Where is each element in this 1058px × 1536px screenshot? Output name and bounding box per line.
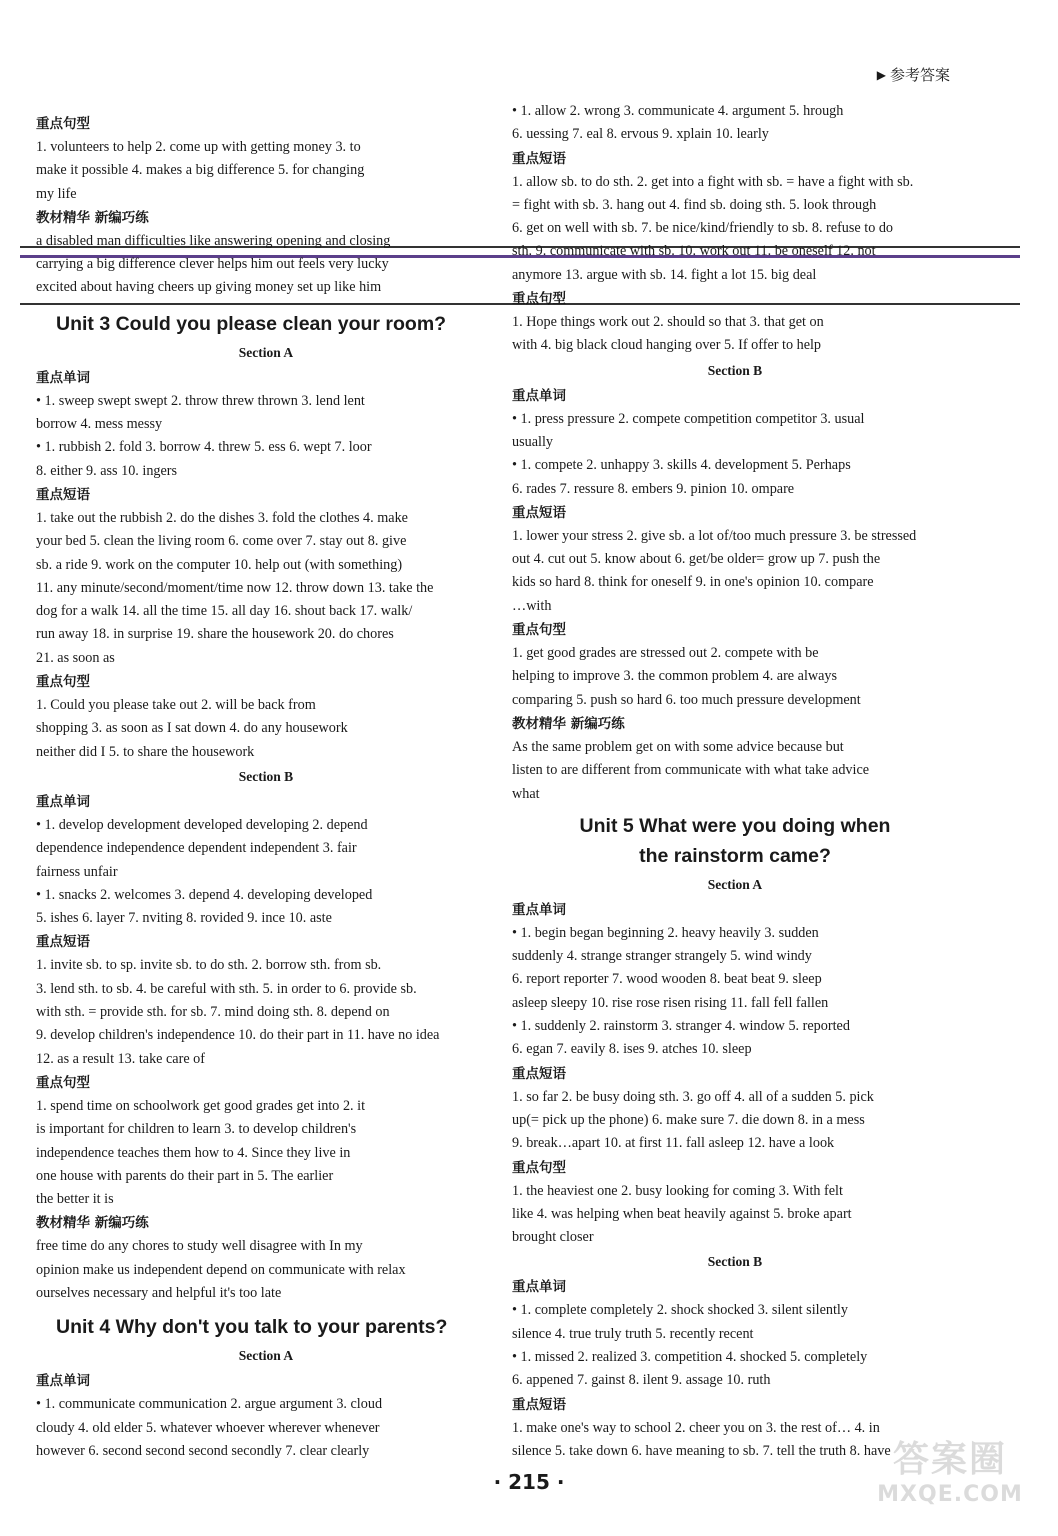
heading-key-phrases: 重点短语 [512,504,566,521]
text-line: 1. make one's way to school 2. cheer you on 3. the rest of… 4. in [512,1419,880,1436]
text-line: sth. 9. communicate with sb. 10. work out 11. be oneself 12. not [512,243,876,260]
text-line: 9. develop children's independence 10. do their part in 11. have no idea [36,1027,440,1044]
text-line: • 1. sweep swept swept 2. throw threw thrown 3. lend lent [36,392,365,409]
heading-key-sentences: 重点句型 [512,1159,566,1176]
text-line: run away 18. in surprise 19. share the housework 20. do chores [36,626,394,643]
section-a-label: Section A [238,1348,294,1364]
text-line: make it possible 4. makes a big difference 5. for changing [36,162,365,179]
text-line: 1. volunteers to help 2. come up with getting money 3. to [36,139,361,155]
text-line: 1. Hope things work out 2. should so that 3. that get on [512,314,824,331]
page-number: · 215 · [493,1470,565,1494]
heading-textbook-exercise: 教材精华 新编巧练 [36,1215,149,1232]
text-line: • 1. develop development developed developing 2. depend [36,816,368,833]
text-line: • 1. snacks 2. welcomes 3. depend 4. developing developed [36,886,373,903]
text-line: 1. invite sb. to sp. invite sb. to do sth. 2. borrow sth. from sb. [36,957,382,974]
text-line: 1. the heaviest one 2. busy looking for coming 3. With felt [512,1182,843,1199]
text-line: dog for a walk 14. all the time 15. all day 16. shout back 17. walk/ [36,603,413,620]
text-line: • 1. compete 2. unhappy 3. skills 4. development 5. Perhaps [512,457,851,474]
right-column [512,100,958,1463]
text-line: one house with parents do their part in 5. The earlier [36,1167,334,1184]
text-line: 12. as a result 13. take care of [36,1050,205,1067]
text-line: 1. take out the rubbish 2. do the dishes 3. fold the clothes 4. make [36,509,408,526]
text-line: however 6. second second second secondly 7. clear clearly [36,1442,370,1459]
section-b-label: Section B [707,1254,763,1270]
text-line: silence 5. take down 6. have meaning to sb. 7. tell the truth 8. have [512,1442,891,1459]
text-line: • 1. begin began beginning 2. heavy heavily 3. sudden [512,924,819,941]
text-line: • 1. complete completely 2. shock shocked 3. silent silently [512,1302,848,1319]
text-line: • 1. allow 2. wrong 3. communicate 4. argument 5. hrough [512,103,844,119]
section-b-label: Section B [707,362,763,378]
heading-key-words: 重点单词 [36,1373,90,1390]
text-line: fairness unfair [36,863,118,880]
text-line: 6. report reporter 7. wood wooden 8. beat beat 9. sleep [512,971,822,988]
text-line: neither did I 5. to share the housework [36,743,255,760]
play-arrow-icon: ▶ [876,67,886,82]
text-line: silence 4. true truly truth 5. recently recent [512,1325,754,1342]
heading-key-words: 重点单词 [36,369,90,386]
text-line: • 1. rubbish 2. fold 3. borrow 4. threw 5. ess 6. wept 7. loor [36,439,372,456]
text-line: brought closer [512,1229,594,1246]
section-b-label: Section B [238,768,294,784]
text-line: asleep sleepy 10. rise rose risen rising 11. fall fell fallen [512,994,829,1011]
text-line: like 4. was helping when beat heavily against 5. broke apart [512,1205,852,1222]
text-line: ourselves necessary and helpful it's too late [36,1284,282,1301]
text-line: 6. uessing 7. eal 8. ervous 9. xplain 10. learly [512,126,769,143]
text-line: is important for children to learn 3. to develop children's [36,1121,357,1138]
heading-key-phrases: 重点短语 [512,1396,566,1413]
watermark-domain: MXQE.COM [877,1482,1023,1507]
text-line: with 4. big black cloud hanging over 5. If offer to help [512,337,822,354]
text-line: your bed 5. clean the living room 6. come over 7. stay out 8. give [36,533,407,550]
unit-4-title: Unit 4 Why don't you talk to your parents? [56,1316,448,1339]
watermark-logo [870,1438,1030,1518]
heading-key-words: 重点单词 [512,901,566,918]
text-line: anymore 13. argue with sb. 14. fight a lot 15. big deal [512,266,817,283]
text-line: 1. lower your stress 2. give sb. a lot of/too much pressure 3. be stressed [512,527,917,544]
text-line: 9. break…apart 10. at first 11. fall asleep 12. have a look [512,1135,835,1152]
text-line: 11. any minute/second/moment/time now 12. throw down 13. take the [36,579,434,596]
heading-key-words: 重点单词 [512,1279,566,1296]
section-a-label: Section A [238,344,294,360]
text-line: 8. either 9. ass 10. ingers [36,462,178,479]
text-line: 6. egan 7. eavily 8. ises 9. atches 10. sleep [512,1041,752,1058]
text-line: out 4. cut out 5. know about 6. get/be older= grow up 7. push the [512,551,881,568]
heading-key-sentences: 重点句型 [36,116,90,132]
text-line: 6. appened 7. gainst 8. ilent 9. assage 10. ruth [512,1372,771,1389]
text-line: • 1. press pressure 2. compete competition competitor 3. usual [512,410,865,427]
heading-key-sentences: 重点句型 [512,291,566,308]
heading-key-phrases: 重点短语 [36,934,90,951]
heading-key-sentences: 重点句型 [36,1074,90,1091]
text-line: dependence independence dependent independent 3. fair [36,840,357,857]
text-line: my life [36,185,77,202]
unit-3-title: Unit 3 Could you please clean your room? [56,312,447,335]
heading-textbook-exercise: 教材精华 新编巧练 [512,715,625,732]
text-line: • 1. suddenly 2. rainstorm 3. stranger 4. window 5. reported [512,1018,850,1035]
heading-textbook-exercise: 教材精华 新编巧练 [36,209,149,226]
text-line: carrying a big difference clever helps him out feels very lucky [36,256,389,273]
text-line: 1. Could you please take out 2. will be back from [36,697,316,714]
heading-key-sentences: 重点句型 [36,674,90,691]
text-line: 3. lend sth. to sb. 4. be careful with sth. 5. in order to 6. provide sb. [36,980,417,997]
unit-5-title-line-2: the rainstorm came? [639,844,831,867]
heading-key-phrases: 重点短语 [512,1065,566,1082]
watermark-text: 答案圈 [892,1439,1007,1480]
text-line: 1. spend time on schoolwork get good grades get into 2. it [36,1097,366,1114]
text-line: free time do any chores to study well disagree with In my [36,1238,363,1255]
heading-key-words: 重点单词 [36,793,90,810]
text-line: usually [512,433,553,450]
text-line: = fight with sb. 3. hang out 4. find sb. doing sth. 5. look through [512,196,877,213]
text-line: …with [512,597,552,614]
heading-key-words: 重点单词 [512,387,566,404]
text-line: excited about having cheers up giving money set up like him [36,279,382,296]
answer-key-tag [877,64,950,85]
text-line: a disabled man difficulties like answering opening and closing [36,232,391,249]
text-line: 6. get on well with sb. 7. be nice/kind/friendly to sb. 8. refuse to do [512,220,894,237]
text-line: the better it is [36,1191,114,1208]
text-line: comparing 5. push so hard 6. too much pressure development [512,691,861,708]
text-line: suddenly 4. strange stranger strangely 5. wind windy [512,948,812,965]
text-line: with sth. = provide sth. for sb. 7. mind doing sth. 8. depend on [36,1004,390,1021]
text-line: 1. so far 2. be busy doing sth. 3. go off 4. all of a sudden 5. pick [512,1088,874,1105]
left-column [36,112,496,1463]
text-line: opinion make us independent depend on communicate with relax [36,1261,406,1278]
text-line: • 1. missed 2. realized 3. competition 4. shocked 5. completely [512,1348,868,1365]
text-line: 21. as soon as [36,649,115,666]
text-line: sb. a ride 9. work on the computer 10. help out (with something) [36,556,403,573]
text-line: listen to are different from communicate with what take advice [512,762,870,779]
answer-key-label: 参考答案 [889,66,950,84]
text-line: • 1. communicate communication 2. argue argument 3. cloud [36,1396,383,1413]
unit-5-title-line-1: Unit 5 What were you doing when [579,814,891,837]
text-line: 6. rades 7. ressure 8. embers 9. pinion 10. ompare [512,480,795,497]
heading-key-sentences: 重点句型 [512,622,566,639]
section-a-label: Section A [707,876,763,892]
text-line: 5. ishes 6. layer 7. nviting 8. rovided 9. ince 10. aste [36,910,332,927]
text-line: what [512,785,540,802]
heading-key-phrases: 重点短语 [36,486,90,503]
text-line: borrow 4. mess messy [36,416,163,433]
heading-key-phrases: 重点短语 [512,150,566,167]
text-line: As the same problem get on with some advice because but [512,738,844,755]
text-line: helping to improve 3. the common problem 4. are always [512,668,838,685]
text-line: up(= pick up the phone) 6. make sure 7. die down 8. in a mess [512,1111,865,1128]
text-line: kids so hard 8. think for oneself 9. in one's opinion 10. compare [512,574,874,591]
text-line: 1. allow sb. to do sth. 2. get into a fight with sb. = have a fight with sb. [512,173,914,190]
text-line: cloudy 4. old elder 5. whatever whoever wherever whenever [36,1419,380,1436]
text-line: independence teaches them how to 4. Since they live in [36,1144,351,1161]
text-line: shopping 3. as soon as I sat down 4. do any housework [36,720,348,737]
text-line: 1. get good grades are stressed out 2. compete with be [512,645,819,662]
